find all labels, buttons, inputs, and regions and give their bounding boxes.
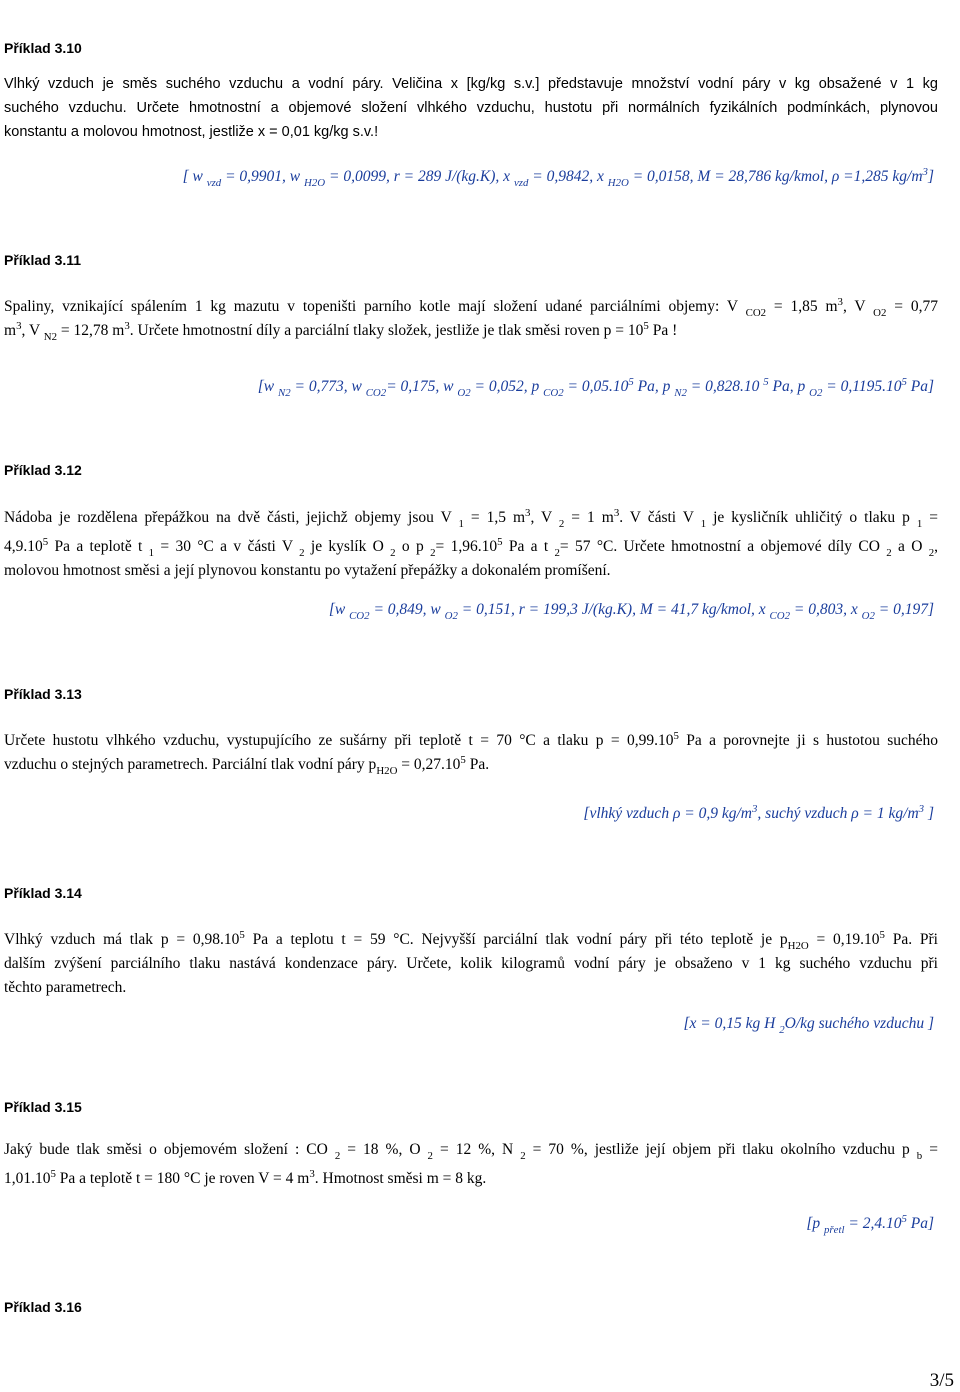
example-heading: Příklad 3.15 (4, 1099, 82, 1115)
example-problem: Určete hustotu vlhkého vzduchu, vystupujícího ze sušárny při teplotě t = 70 °C a tlaku $p = 0,99.10^5$ Pa a porovnejte ji s hustotou suchého vzduchu o stejných parametrech. Parciální tlak vodní páry $p_{H2O} = 0,27.10^5$ Pa. (4, 730, 938, 777)
example-heading: Příklad 3.12 (4, 462, 82, 478)
example-answer: [p $_{přetl} = 2,4.10^5$ Pa] (806, 1213, 934, 1236)
example-problem: Nádoba je rozdělena přepážkou na dvě části, jejichž objemy jsou V $_1$ = 1,5 $m^3$, V $_2$ = 1 $m^3$. V části V $_1$ je kysličník uhličitý o tlaku p $_1$ = $4,9.10^5$ Pa a teplotě t $_1$ = 30 °C a v části V $_2$ je kyslík O $_2$ o p $_2= 1,96.10^5$ Pa a t $_2$= 57 °C. Určete hmotnostní a objemové díly CO $_2$ a O $_2$, molovou hmotnost směsi a její plynovou konstantu po vytažení přepážky a dokonalém promíšení. (4, 507, 939, 579)
example-heading: Příklad 3.13 (4, 686, 82, 702)
example-problem: Spaliny, vznikající spálením 1 kg mazutu v topeništi parního kotle mají složení udané parciálními objemy: V $_{CO2}$ = 1,85 $m^3$, V $_{O2}$ = 0,77 $m^3$, V $_{N2}$ = 12,78 $m^3$. Určete hmotnostní díly a parciální tlaky složek, jestliže je tlak směsi roven $p = 10^5$ Pa ! (4, 296, 938, 343)
example-problem: Vlhký vzduch je směs suchého vzduchu a vodní páry. Veličina x [kg/kg s.v.] představuje množství vodní páry v kg obsažené v 1 kg suchého vzduchu. Určete hmotnostní a objemové složení vlhkého vzduchu, hustotu při normálních fyzikálních podmínkách, plynovou konstantu a molovou hmotnost, jestliže x = 0,01 kg/kg s.v.! (4, 76, 938, 140)
example-heading: Příklad 3.14 (4, 885, 82, 901)
example-answer: [vlhký vzduch ρ = 0,9 $kg/m^3$, suchý vzduch ρ = 1 $kg/m^3$ ] (583, 803, 934, 822)
example-heading: Příklad 3.10 (4, 40, 82, 56)
example-problem: Vlhký vzduch má tlak $p = 0,98.10^5$ Pa a teplotu t = 59 °C. Nejvyšší parciální tlak vodní páry při této teplotě je $p_{H2O} = 0,19.10^5$ Pa. Při dalším zvýšení parciálního tlaku nastává kondenzace páry. Určete, kolik kilogramů vodní páry je obsaženo v 1 kg suchého vzduchu při těchto parametrech. (4, 929, 938, 996)
example-answer: [w $_{CO2}$ = 0,849, w $_{O2}$ = 0,151, r = 199,3 J/(kg.K), M = 41,7 kg/kmol, x $_{CO2}$ = 0,803, x $_{O2}$ = 0,197] (328, 601, 934, 622)
example-answer: [x = 0,15 kg H $_2$O/kg suchého vzduchu ] (683, 1015, 934, 1036)
example-heading: Příklad 3.16 (4, 1299, 82, 1315)
page-number: 3/5 (929, 1370, 954, 1391)
example-heading: Příklad 3.11 (4, 252, 82, 268)
example-problem: Jaký bude tlak směsi o objemovém složení : CO $_2$ = 18 %, O $_2$ = 12 %, N $_2$ = 70 %, jestliže její objem při tlaku okolního vzduchu p $_b$ = $1,01.10^5$ Pa a teplotě t = 180 °C je roven V = 4 $m^3$. Hmotnost směsi m = 8 kg. (4, 1141, 938, 1187)
example-answer: [ w $_{vzd}$ = 0,9901, w $_{H2O}$ = 0,0099, r = 289 J/(kg.K), x $_{vzd}$ = 0,9842, x $_{H2O}$ = 0,0158, M = 28,786 kg/kmol, ρ =1,285 $kg/m^3$] (182, 166, 934, 189)
example-answer: [w $_{N2}$ = 0,773, w $_{CO2}$= 0,175, w $_{O2}$ = 0,052, p $_{CO2} = 0,05.10^5$ Pa, p $_{N2}$ = 0,828.10 $^5$ Pa, p $_{O2} = 0,1195.10^5$ Pa] (257, 376, 934, 399)
